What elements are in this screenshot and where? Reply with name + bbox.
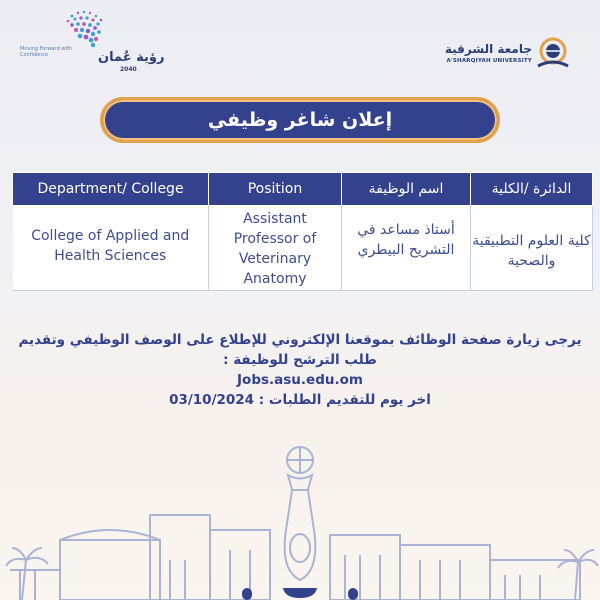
- cell-department-en: College of Applied and Health Sciences: [13, 206, 209, 291]
- table-row: [13, 206, 593, 291]
- application-notice: [0, 330, 600, 410]
- university-name-en: A'SHARQIYAH UNIVERSITY: [446, 58, 532, 64]
- cell-position-en: Assistant Professor of Veterinary Anatomy: [209, 206, 342, 291]
- oman-vision-2040-logo: [18, 8, 168, 73]
- vision-arabic-tagline: رؤية: [136, 50, 165, 65]
- cell-position-ar: أستاذ مساعد في التشريح البيطري: [342, 206, 471, 291]
- vacancy-banner: [100, 97, 500, 143]
- jobs-link[interactable]: Jobs.asu.edu.om: [237, 372, 363, 388]
- banner-title: إعلان شاغر وظيفي: [207, 109, 393, 131]
- notice-deadline: اخر يوم للتقديم الطلبات : 03/10/2024: [169, 392, 431, 408]
- notice-instructions: يرجى زيارة صفحة الوظائف بموقعنا الإلكتروني للإطلاع على الوصف الوظيفي وتقديم طلب الترشح للوظيفة :: [18, 332, 582, 368]
- header-position-en: Position: [209, 173, 342, 206]
- vision-tagline: Moving Forward with Confidence: [20, 46, 72, 58]
- vision-name: عُمان: [98, 50, 132, 65]
- header-department-ar: الدائرة /الكلية: [471, 173, 593, 206]
- vacancy-table: [12, 172, 593, 291]
- header-department-en: Department/ College: [13, 173, 209, 206]
- university-name-ar: جامعة الشرقية: [444, 42, 532, 56]
- vision-year: 2040: [120, 66, 137, 73]
- cell-department-ar: كلية العلوم التطبيقية والصحية: [471, 206, 593, 291]
- university-emblem-icon: [534, 34, 572, 72]
- campus-skyline-illustration: [0, 420, 600, 600]
- university-logo: [442, 34, 572, 74]
- header-position-ar: اسم الوظيفة: [342, 173, 471, 206]
- table-header-row: [13, 173, 593, 206]
